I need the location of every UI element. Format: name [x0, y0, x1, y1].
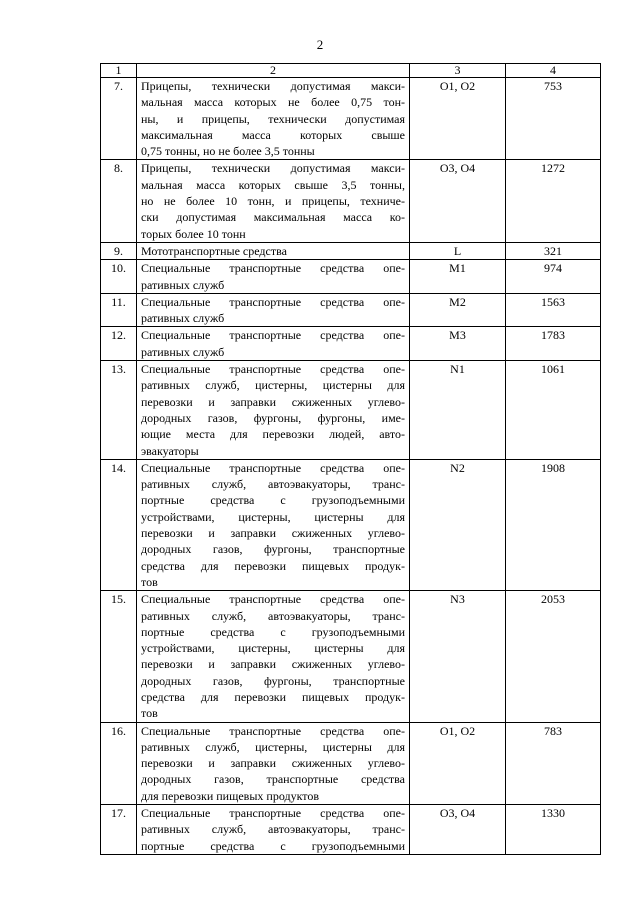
description-line: Специальные транспортные средства опе-: [141, 806, 405, 821]
table-row: [101, 293, 601, 327]
fee-value-cell: 1272: [506, 160, 601, 242]
description-line: портные средства с грузоподъемными: [141, 624, 405, 639]
fee-value-cell: 1061: [506, 361, 601, 460]
table-row: [101, 805, 601, 855]
fee-value-cell: 1908: [506, 459, 601, 590]
vehicle-category-cell: N2: [410, 459, 506, 590]
description-line: ски допустимая максимальная масса ко-: [141, 210, 405, 225]
fee-value-cell: 974: [506, 260, 601, 294]
vehicle-description-cell: [137, 293, 410, 327]
description-line: ративных служб: [141, 344, 225, 359]
row-number-cell: 13.: [101, 361, 137, 460]
description-line: ративных служб, цистерны, цистерны для: [141, 739, 405, 754]
vehicle-category-cell: O3, O4: [410, 160, 506, 242]
description-line: максимальная масса которых свыше: [141, 127, 405, 142]
description-line: дородных газов, фургоны, транспортные: [141, 673, 405, 688]
description-line: перевозки и заправки сжиженных углево-: [141, 756, 405, 771]
description-line: ративных служб: [141, 277, 225, 292]
table-row: [101, 327, 601, 361]
description-line: но не более 10 тонн, и прицепы, техниче-: [141, 194, 405, 209]
description-line: портные средства с грузоподъемными: [141, 493, 405, 508]
description-line: эвакуаторы: [141, 443, 199, 458]
fee-value-cell: 2053: [506, 591, 601, 722]
row-number-cell: 12.: [101, 327, 137, 361]
vehicle-category-cell: O1, O2: [410, 78, 506, 160]
description-line: устройствами, цистерны, цистерны для: [141, 509, 405, 524]
description-line: дородных газов, фургоны, транспортные: [141, 542, 405, 557]
vehicle-description-cell: [137, 260, 410, 294]
description-line: мальная масса которых свыше 3,5 тонны,: [141, 177, 405, 192]
description-line: тов: [141, 574, 158, 589]
fee-value-cell: 783: [506, 722, 601, 804]
row-number-cell: 15.: [101, 591, 137, 722]
vehicle-category-cell: O1, O2: [410, 722, 506, 804]
description-line: перевозки и заправки сжиженных углево-: [141, 657, 405, 672]
description-line: ны, и прицепы, технически допустимая: [141, 111, 405, 126]
fee-value-cell: 1563: [506, 293, 601, 327]
vehicle-description-cell: [137, 327, 410, 361]
vehicle-category-cell: O3, O4: [410, 805, 506, 855]
table-row: [101, 242, 601, 259]
page-number: 2: [316, 37, 324, 52]
description-line: ративных служб, автоэвакуаторы, транс-: [141, 477, 405, 492]
description-line: Мототранспортные средства: [141, 243, 287, 258]
table-row: [101, 361, 601, 460]
vehicle-description-cell: [137, 242, 410, 259]
table-row: [101, 160, 601, 242]
description-line: средства для перевозки пищевых продук-: [141, 689, 405, 704]
column-header: 2: [137, 64, 410, 78]
row-number-cell: 8.: [101, 160, 137, 242]
row-number-cell: 7.: [101, 78, 137, 160]
column-header: 3: [410, 64, 506, 78]
fee-value-cell: 1783: [506, 327, 601, 361]
column-header: 4: [506, 64, 601, 78]
vehicle-description-cell: [137, 78, 410, 160]
description-line: средства для перевозки пищевых продук-: [141, 558, 405, 573]
table-row: [101, 722, 601, 804]
description-line: Специальные транспортные средства опе-: [141, 592, 405, 607]
description-line: перевозки и заправки сжиженных углево-: [141, 394, 405, 409]
vehicle-category-cell: N3: [410, 591, 506, 722]
description-line: Специальные транспортные средства опе-: [141, 723, 405, 738]
description-line: ративных служб: [141, 311, 225, 326]
fee-table: [100, 63, 601, 855]
description-line: Специальные транспортные средства опе-: [141, 460, 405, 475]
row-number-cell: 9.: [101, 242, 137, 259]
fee-value-cell: 321: [506, 242, 601, 259]
description-line: ративных служб, автоэвакуаторы, транс-: [141, 608, 405, 623]
vehicle-description-cell: [137, 160, 410, 242]
description-line: Специальные транспортные средства опе-: [141, 261, 405, 276]
description-line: дородных газов, транспортные средства: [141, 772, 405, 787]
description-line: ративных служб, цистерны, цистерны для: [141, 378, 405, 393]
description-line: для перевозки пищевых продуктов: [141, 788, 320, 803]
vehicle-description-cell: [137, 459, 410, 590]
description-line: устройствами, цистерны, цистерны для: [141, 641, 405, 656]
row-number-cell: 16.: [101, 722, 137, 804]
vehicle-description-cell: [137, 361, 410, 460]
fee-value-cell: 1330: [506, 805, 601, 855]
table-header-row: [101, 64, 601, 78]
description-line: торых более 10 тонн: [141, 226, 246, 241]
description-line: ющие места для перевозки людей, авто-: [141, 427, 405, 442]
vehicle-category-cell: M3: [410, 327, 506, 361]
table-row: [101, 591, 601, 722]
table-row: [101, 260, 601, 294]
row-number-cell: 11.: [101, 293, 137, 327]
column-header: 1: [101, 64, 137, 78]
description-line: тов: [141, 706, 158, 721]
row-number-cell: 17.: [101, 805, 137, 855]
description-line: Специальные транспортные средства опе-: [141, 294, 405, 309]
vehicle-description-cell: [137, 722, 410, 804]
description-line: Специальные транспортные средства опе-: [141, 328, 405, 343]
vehicle-description-cell: [137, 591, 410, 722]
description-line: ративных служб, автоэвакуаторы, транс-: [141, 822, 405, 837]
description-line: Прицепы, технически допустимая макси-: [141, 79, 405, 93]
vehicle-category-cell: N1: [410, 361, 506, 460]
description-line: портные средства с грузоподъемными: [141, 838, 405, 853]
description-line: дородных газов, фургоны, фургоны, име-: [141, 410, 405, 425]
vehicle-category-cell: M2: [410, 293, 506, 327]
description-line: Специальные транспортные средства опе-: [141, 362, 405, 377]
fee-value-cell: 753: [506, 78, 601, 160]
description-line: перевозки и заправки сжиженных углево-: [141, 526, 405, 541]
description-line: 0,75 тонны, но не более 3,5 тонны: [141, 144, 315, 159]
description-line: мальная масса которых не более 0,75 тон-: [141, 95, 405, 110]
table-row: [101, 78, 601, 160]
vehicle-category-cell: M1: [410, 260, 506, 294]
vehicle-description-cell: [137, 805, 410, 855]
table-body: [101, 78, 601, 855]
table-row: [101, 459, 601, 590]
vehicle-category-cell: L: [410, 242, 506, 259]
row-number-cell: 14.: [101, 459, 137, 590]
row-number-cell: 10.: [101, 260, 137, 294]
description-line: Прицепы, технически допустимая макси-: [141, 161, 405, 176]
